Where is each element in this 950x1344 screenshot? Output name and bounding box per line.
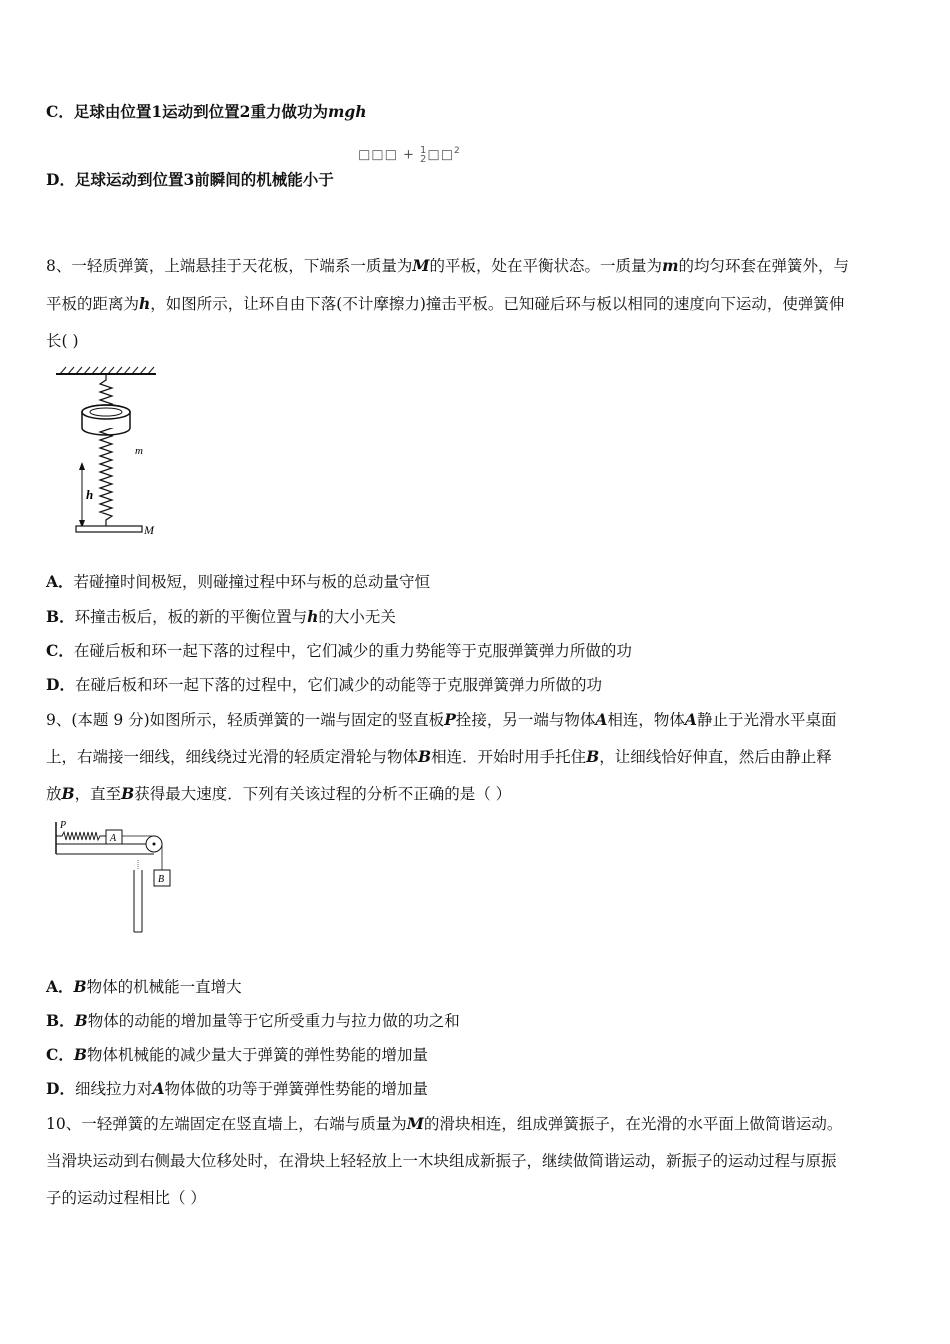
q9-option-a: A．B物体的机械能一直增大 <box>46 977 242 996</box>
q10-stem-line-3: 子的运动过程相比（ ） <box>46 1189 206 1207</box>
q9-option-c: C．B物体机械能的减少量大于弹簧的弹性势能的增加量 <box>46 1045 428 1064</box>
q8-option-c: C．在碰后板和环一起下落的过程中，它们减少的重力势能等于克服弹簧弹力所做的功 <box>46 641 632 660</box>
q8-option-d: D．在碰后板和环一起下落的过程中，它们减少的动能等于克服弹簧弹力所做的功 <box>46 675 602 694</box>
label-m: m <box>135 445 143 457</box>
q9-stem-line-1: 9、(本题 9 分)如图所示，轻质弹簧的一端与固定的竖直板P拴接，另一端与物体A相连，物体A静止于光滑水平桌面 <box>46 710 837 729</box>
q9-stem-line-3: 放B，直至B获得最大速度．下列有关该过程的分析不正确的是（ ） <box>46 784 512 803</box>
label-A: A <box>110 833 117 844</box>
label-P: P <box>60 820 67 831</box>
label-B: B <box>158 874 165 885</box>
q8-stem-line-2: 平板的距离为h，如图所示，让环自由下落(不计摩擦力)撞击平板。已知碰后环与板以相同的速度向下运动，使弹簧伸 <box>46 294 845 313</box>
q10-stem-line-2: 当滑块运动到右侧最大位移处时，在滑块上轻轻放上一木块组成新振子，继续做简谐运动，新振子的运动过程与原振 <box>46 1152 837 1170</box>
q9-option-d: D．细线拉力对A物体做的功等于弹簧弹性势能的增加量 <box>46 1079 429 1098</box>
q8-option-b: B．环撞击板后，板的新的平衡位置与h的大小无关 <box>46 607 396 626</box>
fraction: 1 2 <box>420 145 428 165</box>
label-h: h <box>86 487 94 502</box>
q8-option-a: A．若碰撞时间极短，则碰撞过程中环与板的总动量守恒 <box>46 572 431 591</box>
label-M: M <box>144 523 154 537</box>
q7-energy-formula: □□□ + 1 2□□$^2$ <box>358 145 461 165</box>
q10-stem-line-1: 10、一轻弹簧的左端固定在竖直墙上，右端与质量为M的滑块相连，组成弹簧振子，在光滑的水平面上做简谐运动。 <box>46 1114 843 1133</box>
q9-option-b: B．B物体的动能的增加量等于它所受重力与拉力做的功之和 <box>46 1011 460 1030</box>
q8-stem-line-3: 长( ) <box>46 332 79 350</box>
q7-option-c: C．足球由位置1运动到位置2重力做功为mgh <box>46 102 367 121</box>
q9-spring-pulley-figure <box>50 818 180 938</box>
q9-stem-line-2: 上，右端接一细线，细线绕过光滑的轻质定滑轮与物体B相连．开始时用手托住B，让细线恰好伸直，然后由静止释 <box>46 747 832 766</box>
q8-spring-ring-figure <box>46 366 186 541</box>
q8-stem-line-1: 8、一轻质弹簧，上端悬挂于天花板，下端系一质量为M的平板，处在平衡状态。一质量为m的均匀环套在弹簧外，与 <box>46 256 849 275</box>
q7-option-d: D．足球运动到位置3前瞬间的机械能小于 <box>46 170 334 189</box>
